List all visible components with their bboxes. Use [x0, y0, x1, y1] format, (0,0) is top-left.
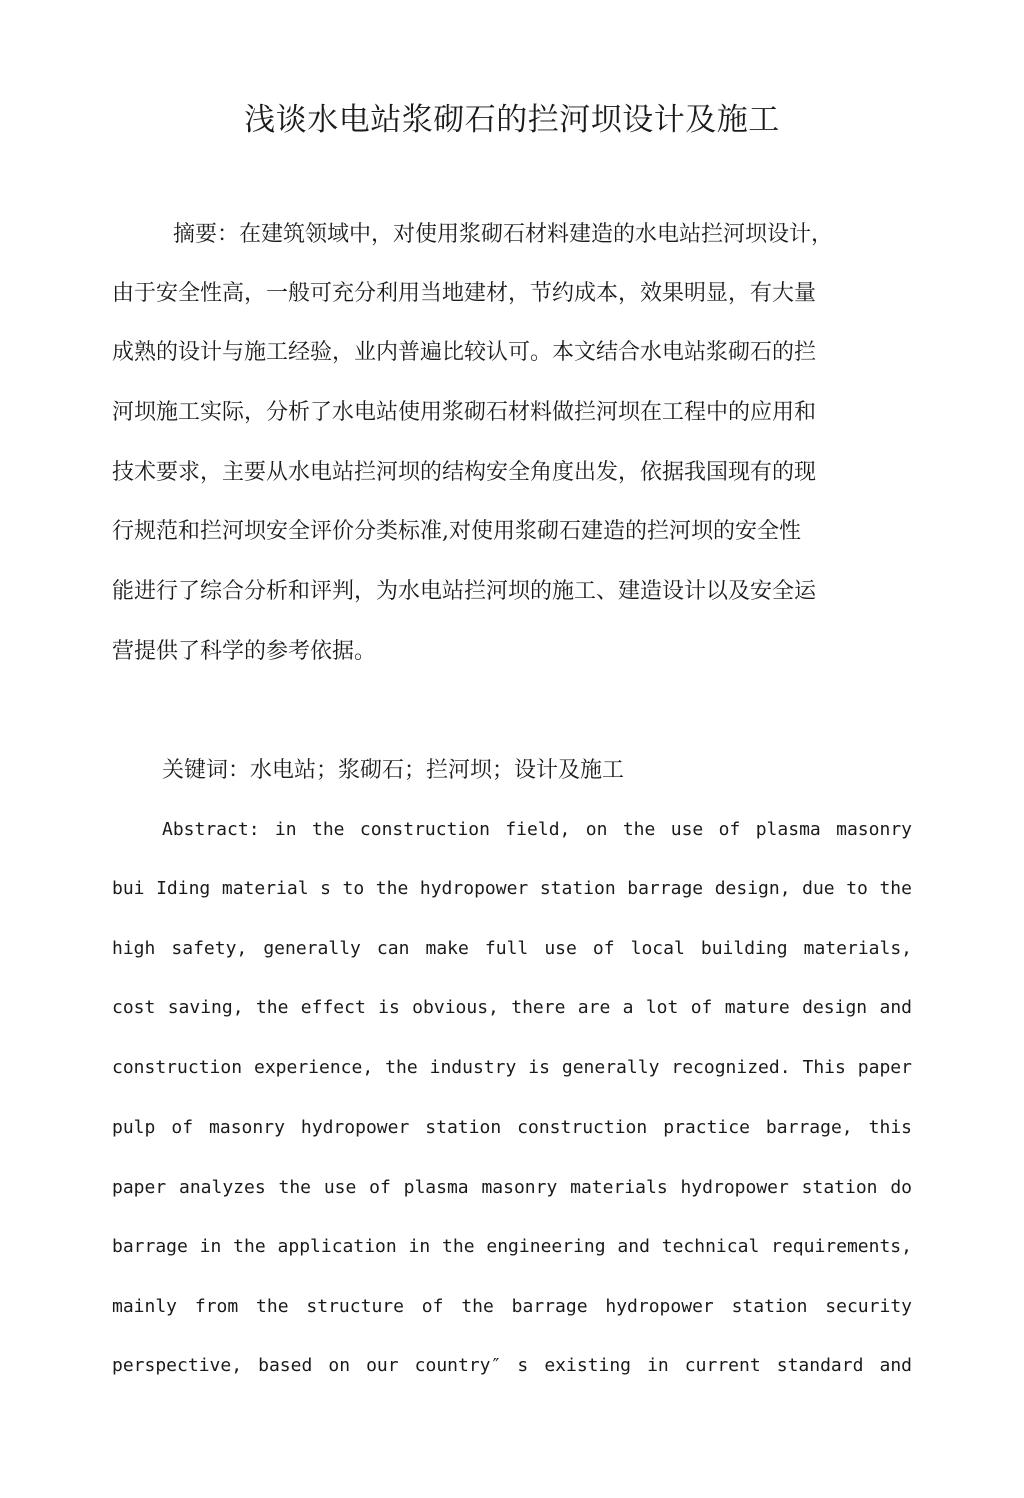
abstract-en-line: paper analyzes the use of plasma masonry materials hydropower station do	[112, 1177, 912, 1198]
abstract-en-line: cost saving, the effect is obvious, there are a lot of mature design and	[112, 997, 912, 1018]
abstract-cn-line: 行规范和拦河坝安全评价分类标准,对使用浆砌石建造的拦河坝的安全性	[112, 519, 801, 544]
abstract-cn-line: 成熟的设计与施工经验，业内普遍比较认可。本文结合水电站浆砌石的拦	[112, 340, 817, 365]
abstract-en-line: perspective, based on our country″ s existing in current standard and	[112, 1355, 912, 1376]
abstract-cn-line: 营提供了科学的参考依据。	[112, 639, 377, 664]
abstract-cn-line: 能进行了综合分析和评判，为水电站拦河坝的施工、建造设计以及安全运	[112, 579, 817, 604]
document-title: 浅谈水电站浆砌石的拦河坝设计及施工	[244, 102, 780, 138]
abstract-en-line: mainly from the structure of the barrage hydropower station security	[112, 1296, 912, 1317]
abstract-cn-line: 由于安全性高，一般可充分利用当地建材，节约成本，效果明显，有大量	[112, 281, 817, 306]
keywords: 关键词：水电站；浆砌石；拦河坝；设计及施工	[162, 758, 625, 783]
abstract-en-line: barrage in the application in the engineering and technical requirements,	[112, 1236, 912, 1257]
abstract-en-line: high safety, generally can make full use of local building materials,	[112, 938, 912, 959]
abstract-cn-line: 摘要：在建筑领域中，对使用浆砌石材料建造的水电站拦河坝设计，	[173, 222, 834, 247]
abstract-en-line: Abstract: in the construction field, on the use of plasma masonry	[162, 819, 912, 840]
abstract-en-line: bui Iding material s to the hydropower station barrage design, due to the	[112, 878, 912, 899]
abstract-cn-line: 技术要求，主要从水电站拦河坝的结构安全角度出发，依据我国现有的现	[112, 460, 817, 485]
abstract-cn-line: 河坝施工实际，分析了水电站使用浆砌石材料做拦河坝在工程中的应用和	[112, 400, 817, 425]
abstract-en-line: construction experience, the industry is generally recognized. This paper	[112, 1057, 912, 1078]
abstract-en-line: pulp of masonry hydropower station construction practice barrage, this	[112, 1117, 912, 1138]
